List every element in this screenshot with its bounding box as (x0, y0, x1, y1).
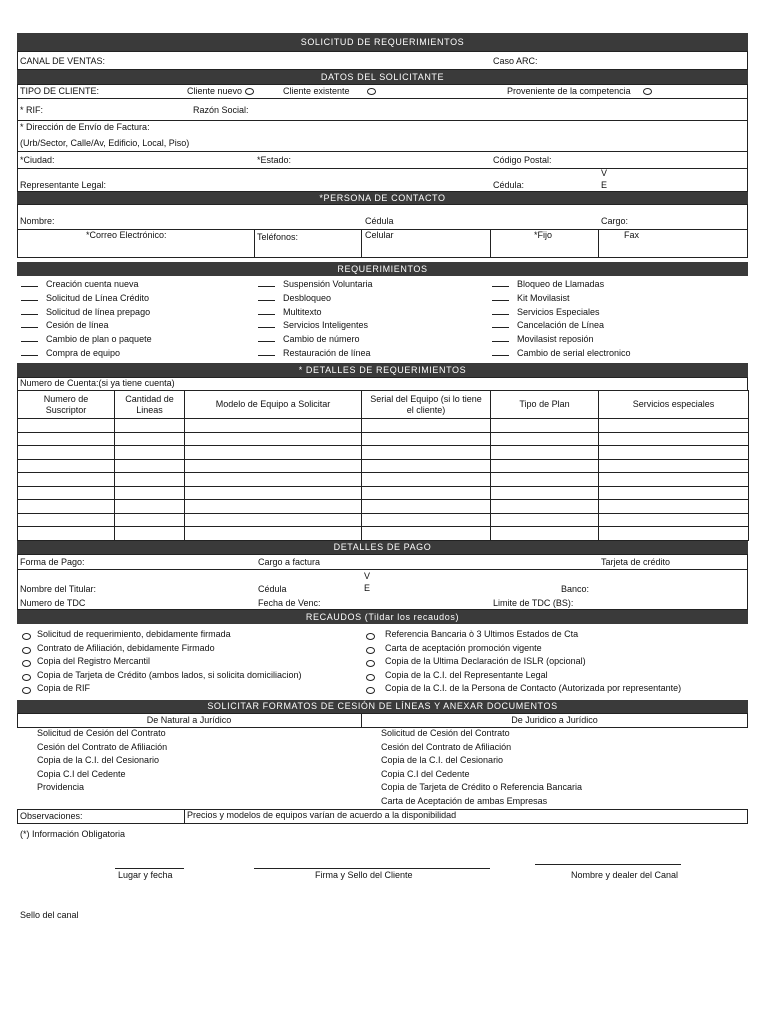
formato-item: Solicitud de Cesión del Contrato (381, 728, 510, 738)
table-row (18, 432, 749, 446)
table-cell[interactable] (18, 459, 115, 473)
cliente-existente-radio[interactable] (367, 88, 376, 95)
table-cell[interactable] (599, 459, 749, 473)
requerimiento-label: Suspensión Voluntaria (283, 279, 373, 289)
table-cell[interactable] (599, 419, 749, 433)
titular-label: Nombre del Titular: (20, 584, 97, 594)
requerimiento-label: Servicios Inteligentes (283, 320, 369, 331)
lugar-fecha-label: Lugar y fecha (118, 870, 173, 880)
table-cell[interactable] (185, 432, 362, 446)
recaudo-radio[interactable] (366, 674, 375, 681)
checkbox-blank[interactable] (258, 286, 275, 287)
requerimiento-label: Servicios Especiales (517, 306, 600, 317)
table-row (18, 500, 749, 514)
table-cell[interactable] (491, 486, 599, 500)
table-cell[interactable] (18, 432, 115, 446)
table-cell[interactable] (115, 432, 185, 446)
fijo-label: *Fijo (534, 230, 553, 240)
recaudo-label: Solicitud de requerimiento, debidamente firmada (37, 629, 231, 639)
table-row (18, 513, 749, 527)
requerimiento-item[interactable] (492, 307, 600, 318)
table-cell[interactable] (362, 473, 491, 487)
table-cell[interactable] (115, 486, 185, 500)
direccion-label: * Dirección de Envío de Factura: (20, 122, 150, 132)
cliente-nuevo-option[interactable] (187, 86, 254, 97)
divider (17, 569, 748, 570)
canal-label: CANAL DE VENTAS: (20, 56, 106, 66)
divider (598, 229, 599, 258)
divider (17, 98, 748, 99)
table-cell[interactable] (185, 446, 362, 460)
contacto-cargo-label: Cargo: (601, 216, 629, 226)
cargo-factura-option[interactable]: Cargo a factura (258, 557, 321, 567)
table-cell[interactable] (491, 473, 599, 487)
juridico-juridico-title: De Juridico a Jurídico (511, 715, 598, 725)
cliente-nuevo-label: Cliente nuevo (187, 86, 243, 96)
table-cell[interactable] (362, 500, 491, 514)
recaudo-label: Carta de aceptación promoción vigente (385, 642, 542, 653)
formatos-header: SOLICITAR FORMATOS DE CESIÓN DE LÍNEAS Y ANEXAR DOCUMENTOS (17, 700, 748, 713)
requerimiento-label: Solicitud de Línea Crédito (46, 292, 150, 303)
column-header: Tipo de Plan (491, 391, 599, 419)
estado-label: *Estado: (257, 155, 292, 165)
table-cell[interactable] (491, 419, 599, 433)
recaudo-label: Copia del Registro Mercantil (37, 656, 151, 667)
competencia-label: Proveniente de la competencia (507, 86, 631, 96)
table-cell[interactable] (18, 513, 115, 527)
contacto-cedula-label: Cédula (365, 216, 394, 226)
checkbox-blank[interactable] (492, 314, 509, 315)
requerimiento-label: Cambio de serial electronico (517, 348, 631, 358)
table-header-row (18, 391, 749, 419)
celular-label: Celular (365, 230, 394, 240)
requerimiento-item[interactable] (258, 279, 373, 290)
recaudo-label: Copia de la C.I. del Representante Legal (385, 669, 548, 680)
table-row (18, 527, 749, 541)
formato-item: Cesión del Contrato de Afiliación (381, 741, 512, 752)
requerimiento-label: Cambio de número (283, 334, 360, 345)
checkbox-blank[interactable] (492, 327, 509, 328)
checkbox-blank[interactable] (258, 355, 275, 356)
precios-note: Precios y modelos de equipos varían de acuerdo a la disponibilidad (187, 810, 457, 820)
divider (184, 809, 185, 824)
table-cell[interactable] (185, 473, 362, 487)
firma-line[interactable] (254, 868, 490, 869)
column-header: Modelo de Equipo a Solicitar (185, 391, 362, 419)
recaudo-label: Copia de la Ultima Declaración de ISLR (opcional) (385, 656, 586, 667)
requerimiento-label: Cambio de plan o paquete (46, 334, 152, 345)
table-cell[interactable] (18, 419, 115, 433)
competencia-option[interactable] (507, 86, 652, 97)
fax-label: Fax (624, 230, 640, 240)
cedula-v-option[interactable]: V (601, 168, 608, 178)
table-cell[interactable] (18, 473, 115, 487)
recaudo-label: Copia de Tarjeta de Crédito (ambos lados, si solicita domiciliacion) (37, 669, 302, 680)
table-row (18, 459, 749, 473)
requerimiento-item[interactable] (21, 279, 139, 290)
checkbox-blank[interactable] (258, 341, 275, 342)
formato-item: Copia de la C.I. del Cesionario (37, 755, 160, 766)
formato-item: Providencia (37, 782, 85, 793)
divider (490, 229, 491, 258)
table-cell[interactable] (115, 446, 185, 460)
table-cell[interactable] (115, 473, 185, 487)
pago-header: DETALLES DE PAGO (17, 541, 748, 554)
requerimiento-item[interactable] (258, 307, 322, 318)
requerimiento-item[interactable] (258, 320, 368, 331)
correo-label: *Correo Electrónico: (86, 230, 167, 240)
checkbox-blank[interactable] (21, 355, 38, 356)
table-cell[interactable] (362, 432, 491, 446)
table-cell[interactable] (185, 459, 362, 473)
table-cell[interactable] (185, 527, 362, 541)
requerimiento-label: Desbloqueo (283, 292, 332, 303)
requerimiento-item[interactable] (21, 293, 149, 304)
pago-cedula-v-option[interactable]: V (364, 571, 371, 581)
contacto-header: *PERSONA DE CONTACTO (17, 192, 748, 204)
table-cell[interactable] (115, 459, 185, 473)
requerimiento-label: Creación cuenta nueva (46, 279, 139, 289)
table-row (18, 419, 749, 433)
requerimiento-label: Compra de equipo (46, 348, 121, 358)
lugar-fecha-line[interactable] (115, 868, 184, 869)
forma-pago-label: Forma de Pago: (20, 557, 85, 567)
table-row (18, 473, 749, 487)
checkbox-blank[interactable] (492, 355, 509, 356)
checkbox-blank[interactable] (492, 341, 509, 342)
formato-item: Carta de Aceptación de ambas Empresas (381, 796, 548, 806)
pago-cedula-label: Cédula (258, 584, 287, 594)
tipo-cliente-label: TIPO DE CLIENTE: (20, 86, 100, 96)
recaudo-radio[interactable] (366, 660, 375, 667)
column-header: Numero de Suscriptor (18, 391, 115, 419)
requerimiento-label: Restauración de línea (283, 348, 371, 358)
dealer-label: Nombre y dealer del Canal (571, 870, 679, 880)
table-cell[interactable] (362, 513, 491, 527)
requerimiento-item[interactable] (258, 348, 371, 359)
rif-label: * RIF: (20, 105, 44, 115)
representante-label: Representante Legal: (20, 180, 107, 190)
razon-social-label: Razón Social: (193, 105, 249, 115)
requerimiento-item[interactable] (492, 293, 570, 304)
requerimiento-label: Movilasist reposión (517, 334, 594, 345)
fecha-vencimiento-label: Fecha de Venc: (258, 598, 321, 608)
banco-label: Banco: (561, 584, 590, 594)
table-row (18, 486, 749, 500)
recaudo-label: Contrato de Afiliación, debidamente Firmado (37, 642, 215, 653)
natural-juridico-title: De Natural a Jurídico (146, 715, 232, 725)
solicitante-header: DATOS DEL SOLICITANTE (17, 70, 748, 84)
requerimiento-label: Solicitud de línea prepago (46, 306, 151, 317)
table-cell[interactable] (599, 527, 749, 541)
table-cell[interactable] (18, 446, 115, 460)
observaciones-label[interactable]: Observaciones: (20, 811, 83, 821)
table-cell[interactable] (18, 500, 115, 514)
table-cell[interactable] (599, 500, 749, 514)
cliente-existente-option[interactable] (283, 86, 376, 97)
checkbox-blank[interactable] (492, 286, 509, 287)
table-cell[interactable] (18, 527, 115, 541)
requerimiento-item[interactable] (492, 348, 631, 359)
table-cell[interactable] (185, 513, 362, 527)
requerimiento-label: Cancelación de Línea (517, 320, 605, 331)
requerimiento-item[interactable] (21, 334, 152, 345)
table-cell[interactable] (599, 432, 749, 446)
table-cell[interactable] (491, 446, 599, 460)
limite-tdc-label: Limite de TDC (BS): (493, 598, 574, 608)
checkbox-blank[interactable] (258, 300, 275, 301)
telefonos-label: Teléfonos: (257, 232, 299, 242)
recaudo-radio[interactable] (366, 687, 375, 694)
table-cell[interactable] (185, 419, 362, 433)
direccion-hint: (Urb/Sector, Calle/Av, Edificio, Local, Piso) (20, 138, 190, 148)
table-cell[interactable] (362, 446, 491, 460)
requerimiento-item[interactable] (21, 307, 150, 318)
table-cell[interactable] (362, 527, 491, 541)
table-cell[interactable] (362, 419, 491, 433)
recaudo-radio[interactable] (366, 633, 375, 640)
table-row (18, 446, 749, 460)
requerimientos-header: REQUERIMIENTOS (17, 262, 748, 276)
table-cell[interactable] (115, 527, 185, 541)
requerimiento-label: Multitexto (283, 306, 322, 317)
checkbox-blank[interactable] (258, 327, 275, 328)
dealer-line[interactable] (535, 864, 681, 865)
form-title: SOLICITUD DE REQUERIMIENTOS (17, 33, 748, 51)
table-cell[interactable] (599, 486, 749, 500)
representante-cedula-label: Cédula: (493, 180, 525, 190)
requerimiento-item[interactable] (492, 320, 604, 331)
requerimiento-item[interactable] (492, 334, 594, 345)
requerimiento-item[interactable] (492, 279, 604, 290)
requerimiento-item[interactable] (21, 348, 120, 359)
table-cell[interactable] (599, 513, 749, 527)
recaudo-label: Copia de la C.I. de la Persona de Contacto (Autorizada por representante) (385, 683, 682, 694)
checkbox-blank[interactable] (21, 300, 38, 301)
divider (361, 229, 362, 258)
caso-label: Caso ARC: (493, 56, 538, 66)
checkbox-blank[interactable] (21, 327, 38, 328)
divider (254, 229, 255, 258)
firma-label: Firma y Sello del Cliente (315, 870, 413, 880)
checkbox-blank[interactable] (21, 341, 38, 342)
formato-item: Copia C.I del Cedente (381, 768, 470, 779)
table-cell[interactable] (115, 419, 185, 433)
numero-cuenta-label: Numero de Cuenta:(si ya tiene cuenta) (20, 378, 175, 388)
table-cell[interactable] (491, 459, 599, 473)
tarjeta-credito-option[interactable]: Tarjeta de crédito (601, 557, 671, 567)
requerimiento-label: Bloqueo de Llamadas (517, 279, 605, 289)
requerimiento-label: Cesión de línea (46, 320, 109, 331)
formato-item: Cesión del Contrato de Afiliación (37, 741, 168, 752)
requerimiento-item[interactable] (258, 293, 331, 304)
codigo-postal-label: Código Postal: (493, 155, 552, 165)
formato-item: Copia de Tarjeta de Crédito o Referencia Bancaria (381, 782, 582, 793)
recaudo-radio[interactable] (22, 647, 31, 654)
competencia-radio[interactable] (643, 88, 652, 95)
formato-item: Solicitud de Cesión del Contrato (37, 728, 166, 738)
checkbox-blank[interactable] (21, 286, 38, 287)
column-header: Cantidad de Lineas (115, 391, 185, 419)
divider (17, 151, 748, 152)
table-cell[interactable] (491, 500, 599, 514)
checkbox-blank[interactable] (21, 314, 38, 315)
table-cell[interactable] (599, 446, 749, 460)
divider (17, 168, 748, 169)
table-cell[interactable] (185, 500, 362, 514)
requerimiento-label: Kit Movilasist (517, 292, 570, 303)
recaudo-radio[interactable] (22, 633, 31, 640)
recaudo-label: Copia de RIF (37, 683, 91, 694)
column-header: Servicios especiales (599, 391, 749, 419)
recaudo-label: Referencia Bancaria ò 3 Ultimos Estados de Cta (385, 629, 579, 639)
pago-cedula-e-option[interactable]: E (364, 583, 371, 593)
table-cell[interactable] (491, 527, 599, 541)
contacto-nombre-label: Nombre: (20, 216, 55, 226)
info-obligatoria-note: (*) Información Obligatoria (20, 829, 126, 839)
requerimiento-item[interactable] (258, 334, 360, 345)
column-header: Serial del Equipo (si lo tiene el cliente) (362, 391, 491, 419)
recaudos-header: RECAUDOS (Tildar los recaudos) (17, 610, 748, 624)
checkbox-blank[interactable] (492, 300, 509, 301)
cliente-nuevo-radio[interactable] (245, 88, 254, 95)
detalles-table (17, 390, 749, 541)
table-cell[interactable] (18, 486, 115, 500)
table-cell[interactable] (185, 486, 362, 500)
ciudad-label: *Ciudad: (20, 155, 55, 165)
formato-item: Copia de la C.I. del Cesionario (381, 755, 504, 766)
table-cell[interactable] (362, 486, 491, 500)
recaudo-radio[interactable] (22, 660, 31, 667)
divider (17, 120, 748, 121)
table-cell[interactable] (599, 473, 749, 487)
recaudo-radio[interactable] (22, 674, 31, 681)
detalles-header: * DETALLES DE REQUERIMIENTOS (17, 363, 748, 377)
recaudo-radio[interactable] (366, 647, 375, 654)
recaudo-radio[interactable] (22, 687, 31, 694)
numero-tdc-label: Numero de TDC (20, 598, 86, 608)
requerimiento-item[interactable] (21, 320, 109, 331)
cedula-e-option[interactable]: E (601, 180, 608, 190)
checkbox-blank[interactable] (258, 314, 275, 315)
formato-item: Copia C.I del Cedente (37, 768, 126, 779)
table-cell[interactable] (115, 500, 185, 514)
table-cell[interactable] (491, 432, 599, 446)
general-box (17, 51, 748, 70)
cliente-existente-label: Cliente existente (283, 86, 350, 96)
table-cell[interactable] (362, 459, 491, 473)
sello-canal-label: Sello del canal (20, 910, 79, 920)
table-cell[interactable] (115, 513, 185, 527)
table-cell[interactable] (491, 513, 599, 527)
